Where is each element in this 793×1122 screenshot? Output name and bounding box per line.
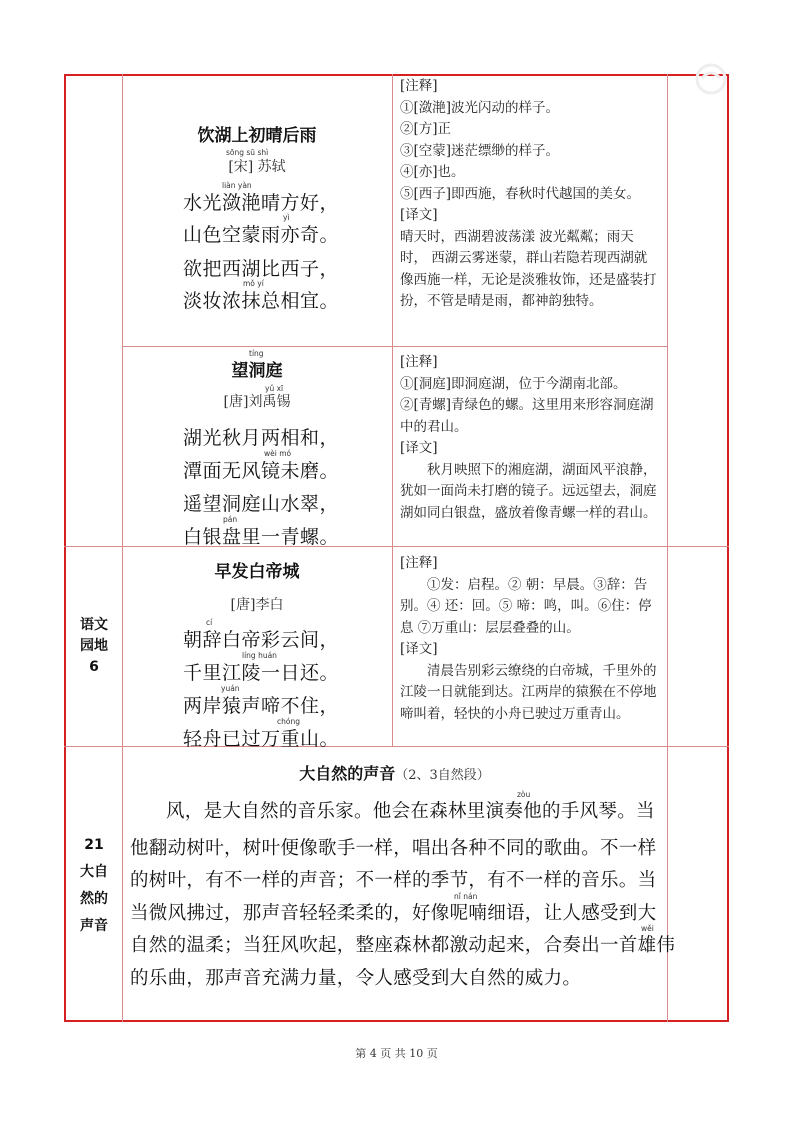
- translation-header: [译文]: [400, 440, 438, 456]
- translation-text: 清晨告别彩云缭绕的白帝城，千里外的江陵一日就能到达。江两岸的猿猴在不停地啼叫着，轻快的小舟已驶过万重青山。: [400, 662, 657, 722]
- essay-pinyin: wěi: [641, 924, 654, 933]
- unit-label-line: 然的: [80, 891, 108, 907]
- line-pinyin: chóng: [277, 717, 300, 726]
- author-pinyin: yǔ xī: [265, 384, 284, 393]
- title-pinyin: tíng: [249, 349, 264, 358]
- unit-label-line: 6: [89, 659, 99, 675]
- notes-text: ①发：启程。② 朝：早晨。③辞：告别。④ 还：回。⑤ 啼：鸣，叫。⑥住：停息 ⑦万重山：层层叠叠的山。: [400, 576, 652, 636]
- poem-line: 淡妆浓抹总相宜。: [183, 290, 340, 312]
- unit-label: [66, 615, 122, 678]
- unit-label-line: 园地: [80, 638, 108, 654]
- essay-line: 风，是大自然的音乐家。他会在森林里演奏他的手风琴。当: [166, 801, 655, 822]
- poem-title: 早发白帝城: [214, 562, 300, 582]
- unit-label: [66, 832, 122, 940]
- poem-author: [唐]刘禹锡: [223, 394, 291, 410]
- column-divider: [667, 74, 668, 1022]
- translation-text: 秋月映照下的湘庭湖，湖面风平浪静，犹如一面尚未打磨的镜子。远远望去，洞庭湖如同白银盘，盛放着像青螺一样的君山。: [400, 461, 657, 521]
- essay-line: 当微风拂过，那声音轻轻柔柔的，好像呢喃细语，让人感受到大: [130, 903, 657, 924]
- poem-line: 湖光秋月两相和，: [183, 427, 340, 449]
- watermark-logo-icon: [690, 58, 732, 100]
- notes-header: [注释]: [400, 555, 438, 571]
- note-item: ②[青螺]青绿色的螺。这里用来形容洞庭湖中的君山。: [400, 397, 654, 435]
- poem-line: 欲把西湖比西子，: [183, 258, 340, 280]
- essay-title: [122, 761, 667, 784]
- essay-title-text: 大自然的声音: [299, 764, 396, 783]
- unit-label-line: 语文: [80, 617, 108, 633]
- poem-line: 轻舟已过万重山。: [183, 728, 340, 750]
- poem-title: 饮湖上初晴后雨: [197, 126, 317, 146]
- essay-line: 的树叶，有不一样的声音；不一样的季节，有不一样的音乐。当: [130, 870, 657, 891]
- note-item: ②[方]正: [400, 121, 452, 137]
- poem-line: 白银盘里一青螺。: [183, 526, 340, 548]
- poem-line: 千里江陵一日还。: [183, 662, 340, 684]
- line-pinyin: mǒ yí: [243, 279, 264, 288]
- line-pinyin: líng huán: [242, 651, 277, 660]
- row-divider: [64, 746, 729, 747]
- note-item: ④[亦]也。: [400, 164, 465, 180]
- unit-label-line: 大自: [80, 864, 108, 880]
- note-item: ⑤[西子]即西施，春秋时代越国的美女。: [400, 185, 641, 202]
- poem-author: [宋] 苏轼: [228, 159, 286, 175]
- note-item: ①[洞庭]即洞庭湖，位于今湖南北部。: [400, 375, 627, 392]
- row-divider: [122, 346, 667, 347]
- row-divider: [64, 546, 729, 547]
- essay-line: 的乐曲，那声音充满力量，令人感受到大自然的威力。: [130, 968, 582, 989]
- poem-author: [唐]李白: [230, 597, 284, 613]
- poem-line: 遥望洞庭山水翠，: [183, 493, 340, 515]
- line-pinyin: yuán: [221, 684, 240, 693]
- notes-block: [400, 76, 658, 313]
- notes-block: [400, 352, 658, 524]
- translation-header: [译文]: [400, 207, 438, 223]
- page-footer: 第 4 页 共 10 页: [355, 1047, 438, 1060]
- note-item: ①[潋滟]波光闪动的样子。: [400, 99, 560, 116]
- translation-text: 晴天时，西湖碧波荡漾 波光粼粼；雨天时， 西湖云雾迷蒙，群山若隐若现西湖就像西施一样，无论是淡雅妆饰，还是盛装打扮，不管是晴是雨，都神韵独特。: [400, 228, 657, 309]
- notes-header: [注释]: [400, 78, 438, 94]
- line-pinyin: liàn yàn: [222, 181, 252, 190]
- translation-header: [译文]: [400, 641, 438, 657]
- line-pinyin: cí: [206, 618, 213, 627]
- poem-line: 两岸猿声啼不住，: [183, 695, 340, 717]
- essay-pinyin: nǐ nán: [454, 892, 478, 901]
- notes-header: [注释]: [400, 354, 438, 370]
- author-pinyin: sōng sū shì: [226, 148, 269, 157]
- column-divider: [392, 74, 393, 747]
- essay-pinyin: zòu: [517, 790, 531, 799]
- essay-subtitle: （2、3自然段）: [395, 768, 490, 783]
- line-pinyin: pán: [223, 515, 238, 524]
- notes-block: [400, 553, 658, 725]
- poem-line: 水光潋滟晴方好，: [183, 192, 340, 214]
- line-pinyin: wèi mó: [264, 449, 292, 458]
- unit-label-line: 21: [84, 837, 104, 853]
- poem-title: 望洞庭: [231, 361, 283, 381]
- unit-label-line: 声音: [80, 918, 108, 934]
- poem-line: 山色空蒙雨亦奇。: [183, 224, 340, 246]
- poem-line: 朝辞白帝彩云间，: [183, 629, 340, 651]
- note-item: ③[空蒙]迷茫缥缈的样子。: [400, 142, 560, 159]
- essay-line: 他翻动树叶，树叶便像歌手一样，唱出各种不同的歌曲。不一样: [130, 838, 657, 859]
- column-divider: [122, 74, 123, 1022]
- essay-line: 自然的温柔；当狂风吹起，整座森林都激动起来，合奏出一首雄伟: [130, 935, 676, 956]
- poem-line: 潭面无风镜未磨。: [183, 460, 340, 482]
- line-pinyin: yì: [283, 213, 290, 222]
